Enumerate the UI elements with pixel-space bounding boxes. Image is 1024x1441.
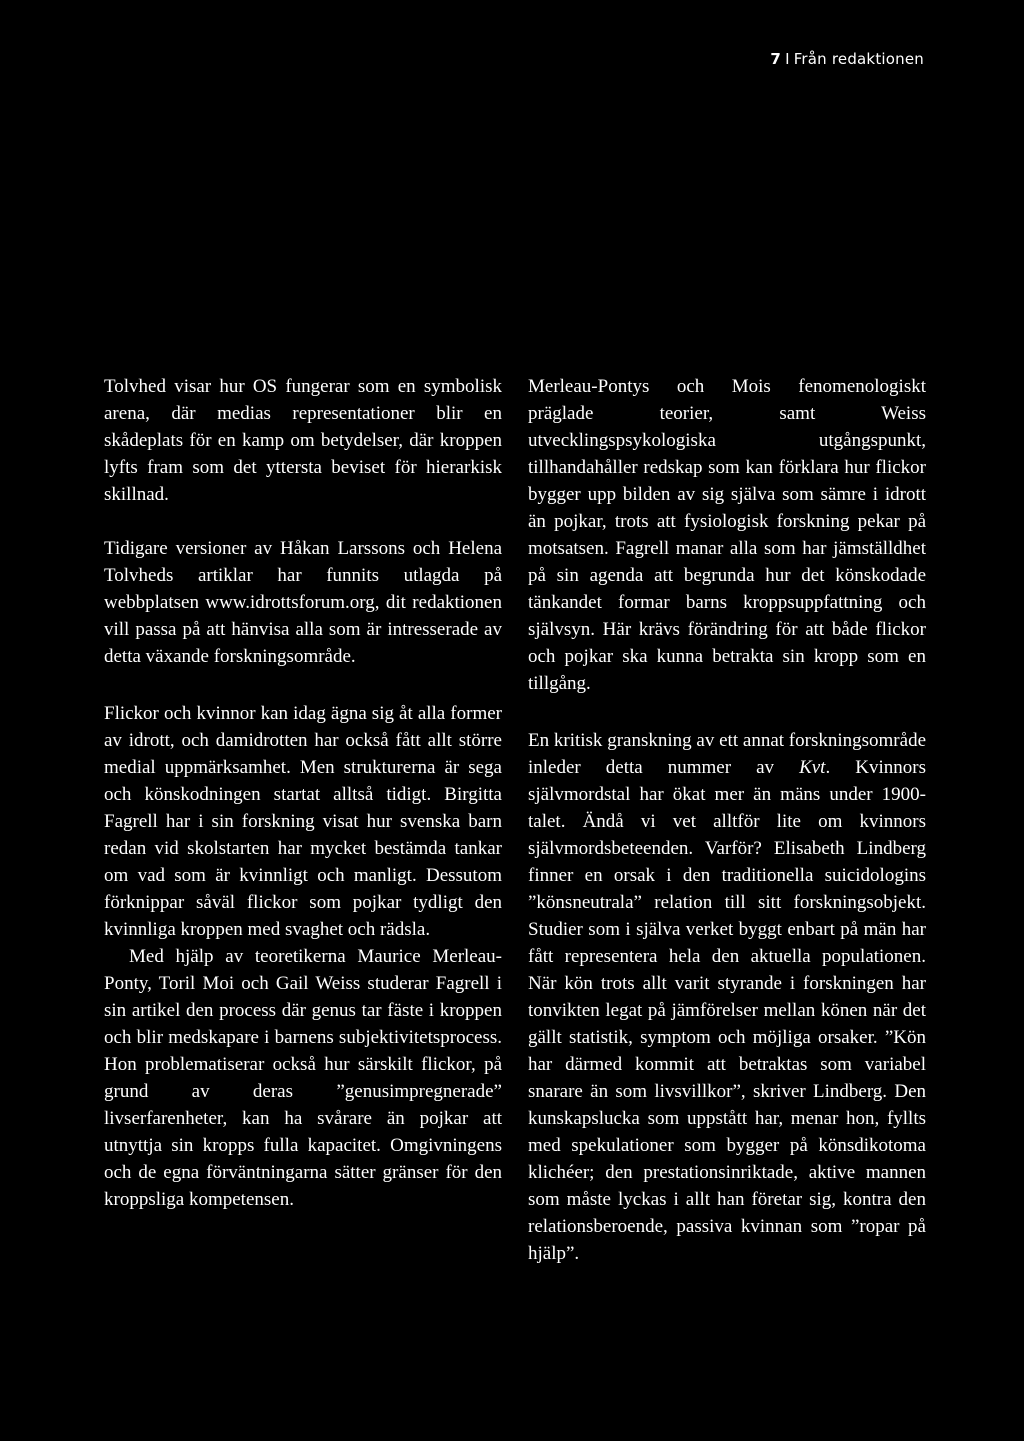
left-column xyxy=(104,373,502,1213)
journal-name: Kvt xyxy=(799,757,826,778)
page-number: 7 xyxy=(770,50,782,68)
paragraph-tolvhed: Tolvhed visar hur OS fungerar som en symbolisk arena, där medias representationer blir en skådeplats för en kamp om betydelser, där kroppen lyfts fram som det yttersta beviset för hierarkisk skillnad. xyxy=(104,376,502,505)
paragraph-critical-review-start: En kritisk granskning av ett annat forskningsområde inleder detta nummer av xyxy=(528,730,926,778)
paragraph-critical-review xyxy=(528,727,926,1267)
paragraph-girls-women: Flickor och kvinnor kan idag ägna sig åt alla former av idrott, och damidrotten har också fått allt större medial uppmärksamhet. Men strukturerna är sega och könskodningen startat alltså tidigt. Birgitta Fagrell har i sin forskning visat hur svenska barn redan vid skolstarten har mycket bestämda tankar om vad som är kvinnligt och manligt. Dessutom förknippar såväl flickor som pojkar tydligt den kvinnliga kroppen med svaghet och rädsla. xyxy=(104,703,502,940)
right-column xyxy=(528,373,926,1267)
section-title: Från redaktionen xyxy=(793,50,924,68)
paragraph-phenomenology: Merleau-Pontys och Mois fenomenologiskt präglade teorier, samt Weiss utvecklingspsykologiska utgångspunkt, tillhandahåller redskap som kan förklara hur flickor bygger upp bilden av sig själva som sämre i idrott än pojkar, trots att fysiologisk forskning pekar på motsatsen. Fagrell manar alla som har jämställdhet på sin agenda att begrunda hur det könskodade tänkandet formar barns kroppsuppfattning och självsyn. Här krävs förändring för att både flickor och pojkar ska kunna betrakta sin kropp som en tillgång. xyxy=(528,376,926,694)
paragraph-theorists: Med hjälp av teoretikerna Maurice Merleau-Ponty, Toril Moi och Gail Weiss studerar Fagrell i sin artikel den process där genus tar fäste i kroppen och blir medskapare i barnens subjektivitetsprocess. Hon problematiserar också hur särskilt flickor, på grund av deras ”genusimpregnerade” livserfarenheter, kan ha svårare än pojkar att utnyttja sin kropps fulla kapacitet. Omgivningens och de egna förväntningarna sätter gränser för den kroppsliga kompetensen. xyxy=(104,946,502,1210)
running-header xyxy=(770,50,924,68)
header-separator: I xyxy=(785,50,790,68)
paragraph-earlier-versions: Tidigare versioner av Håkan Larssons och Helena Tolvheds artiklar har funnits utlagda på webbplatsen www.idrottsforum.org, dit redaktionen vill passa på att hänvisa alla som är intresserade av detta växande forskningsområde. xyxy=(104,538,502,667)
paragraph-critical-review-rest: . Kvinnors självmordstal har ökat mer än mäns under 1900-talet. Ändå vi vet alltför lite om kvinnors självmordsbeteenden. Varför? Elisabeth Lindberg finner en orsak i den traditionella suicidologins ”könsneutrala” relation till sitt forskningsobjekt. Studier som i själva verket byggt enbart på män har fått representera hela den aktuella populationen. När kön trots allt varit styrande i forskningen har tonvikten legat på jämförelser mellan könen när det gällt statistik, symptom och möjliga orsaker. ”Kön har därmed kommit att betraktas som variabel snarare än som livsvillkor”, skriver Lindberg. Den kunskapslucka som uppstått har, menar hon, fyllts med spekulationer som bygger på könsdikotoma klichéer; den prestationsinriktade, aktive mannen som måste lyckas i allt han företar sig, kontra den relationsberoende, passiva kvinnan som ”ropar på hjälp”. xyxy=(528,757,926,1264)
